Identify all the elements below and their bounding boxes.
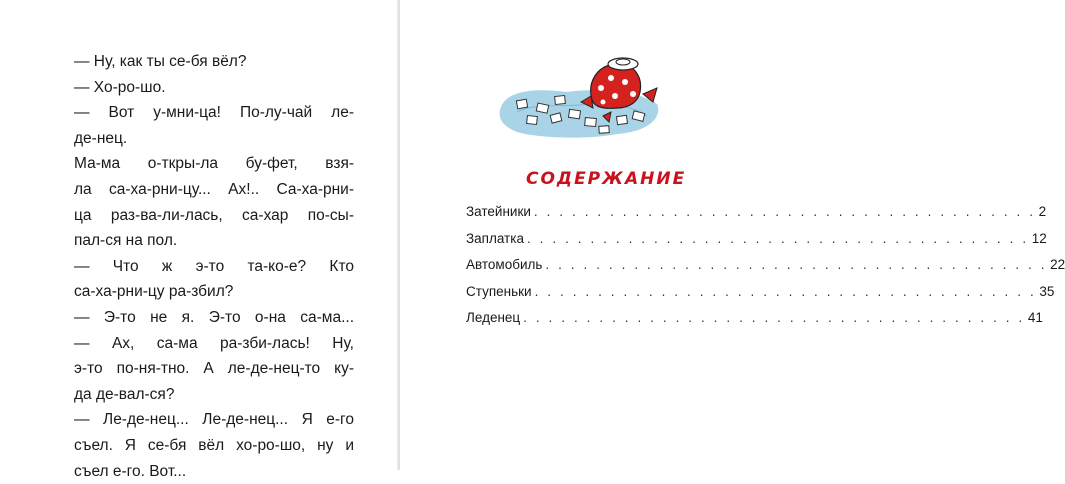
toc-entry-page: 41	[1028, 310, 1043, 325]
right-page	[400, 0, 800, 470]
story-line: — Ле-де-нец... Ле-де-нец... Я е-го	[74, 407, 354, 433]
left-page	[0, 0, 398, 470]
toc-entry[interactable]	[466, 257, 736, 284]
toc-entry-page: 22	[1050, 257, 1065, 272]
story-line: — Что ж э-то та-ко-е? Кто	[74, 254, 354, 280]
story-line: — Ах, са-ма ра-зби-лась! Ну,	[74, 331, 354, 357]
toc-entry[interactable]	[466, 231, 736, 258]
story-line: ца раз-ва-ли-лась, са-хар по-сы-	[74, 203, 354, 229]
toc-entry[interactable]	[466, 310, 736, 337]
toc-leader-dots: . . . . . . . . . . . . . . . . . . . . . . . . . . . . . . . . . . . . . . . .	[535, 284, 1037, 299]
toc-entry-title: Леденец	[466, 310, 520, 325]
toc-leader-dots: . . . . . . . . . . . . . . . . . . . . . . . . . . . . . . . . . . . . . . . .	[523, 310, 1025, 325]
toc-entry-page: 2	[1039, 204, 1047, 219]
table-of-contents	[466, 204, 736, 337]
story-line: пал-ся на пол.	[74, 228, 354, 254]
story-line: — Ну, как ты се-бя вёл?	[74, 49, 354, 75]
story-line: — Вот у-мни-ца! По-лу-чай ле-	[74, 100, 354, 126]
toc-entry-title: Затейники	[466, 204, 531, 219]
story-line: — Э-то не я. Э-то о-на са-ма...	[74, 305, 354, 331]
story-line: э-то по-ня-тно. А ле-де-нец-то ку-	[74, 356, 354, 382]
toc-leader-dots: . . . . . . . . . . . . . . . . . . . . . . . . . . . . . . . . . . . . . . . .	[527, 231, 1029, 246]
story-line: съел. Я се-бя вёл хо-ро-шо, ну и	[74, 433, 354, 459]
toc-entry[interactable]	[466, 284, 736, 311]
toc-leader-dots: . . . . . . . . . . . . . . . . . . . . . . . . . . . . . . . . . . . . . . . .	[545, 257, 1047, 272]
toc-entry-title: Заплатка	[466, 231, 524, 246]
story-line: ла са-ха-рни-цу... Ах!.. Са-ха-рни-	[74, 177, 354, 203]
story-line: съел е-го. Вот...	[74, 459, 354, 484]
broken-sugar-bowl-icon	[497, 52, 662, 142]
toc-entry-title: Автомобиль	[466, 257, 542, 272]
story-line: — Хо-ро-шо.	[74, 75, 354, 101]
story-line: Ма-ма о-ткры-ла бу-фет, взя-	[74, 151, 354, 177]
story-line: де-нец.	[74, 126, 354, 152]
toc-entry-page: 12	[1032, 231, 1047, 246]
contents-title: СОДЕРЖАНИЕ	[526, 169, 674, 189]
toc-leader-dots: . . . . . . . . . . . . . . . . . . . . . . . . . . . . . . . . . . . . . . . .	[534, 204, 1036, 219]
toc-entry[interactable]	[466, 204, 736, 231]
story-line: са-ха-рни-цу ра-збил?	[74, 279, 354, 305]
story-line: да де-вал-ся?	[74, 382, 354, 408]
toc-entry-title: Ступеньки	[466, 284, 532, 299]
story-text	[74, 49, 354, 484]
toc-entry-page: 35	[1039, 284, 1054, 299]
